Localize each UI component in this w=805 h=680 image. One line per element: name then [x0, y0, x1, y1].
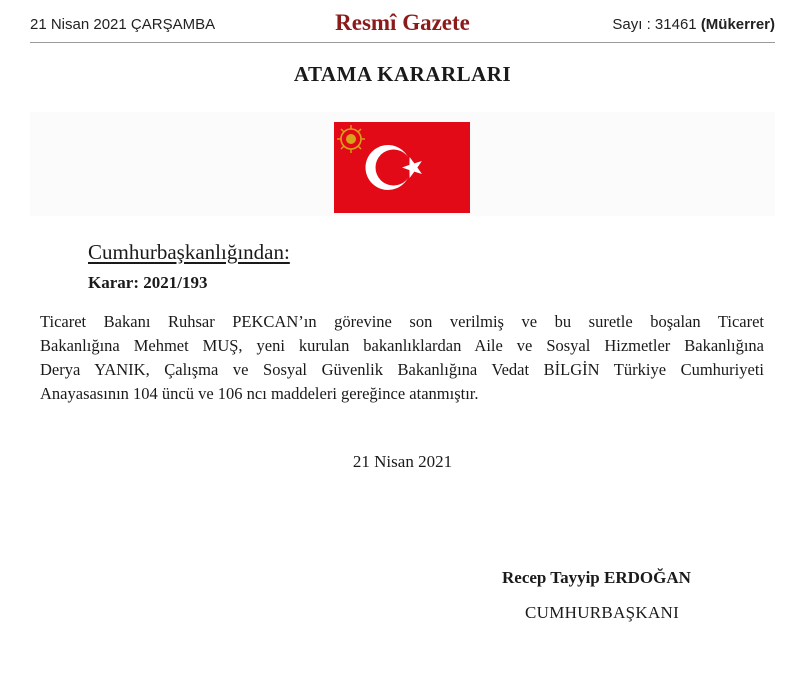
body-line: Bakanlığına Mehmet MUŞ, yeni kurulan bakanlıklardan Aile ve Sosyal Hizmetler Bakanlığına — [40, 336, 764, 355]
masthead — [30, 10, 775, 43]
issue-note: (Mükerrer) — [700, 16, 775, 33]
decree-number: Karar: 2021/193 — [88, 273, 208, 292]
issue-number — [612, 16, 775, 33]
section-title: ATAMA KARARLARI — [293, 62, 512, 86]
issuing-authority: Cumhurbaşkanlığından: — [88, 240, 290, 264]
body-line: Derya YANIK, Çalışma ve Sosyal Güvenlik Bakanlığına Vedat BİLGİN Türkiye Cumhuriyeti — [40, 360, 764, 379]
turkish-flag-icon — [334, 122, 470, 213]
gazette-title: Resmî Gazete — [335, 10, 470, 35]
presidential-emblem-icon — [337, 125, 365, 153]
signature-date: 21 Nisan 2021 — [352, 452, 453, 471]
body-line: Ticaret Bakanı Ruhsar PEKCAN’ın görevine son verilmiş ve bu suretle boşalan Ticaret — [40, 312, 764, 331]
issue-number-text: Sayı : 31461 — [612, 16, 697, 33]
signer-title: CUMHURBAŞKANI — [525, 603, 680, 622]
body-line: Anayasasının 104 üncü ve 106 ncı maddeleri gereğince atanmıştır. — [40, 384, 479, 403]
signer-name: Recep Tayyip ERDOĞAN — [502, 568, 691, 587]
decree-body — [40, 310, 764, 406]
issue-date: 21 Nisan 2021 ÇARŞAMBA — [30, 16, 216, 33]
